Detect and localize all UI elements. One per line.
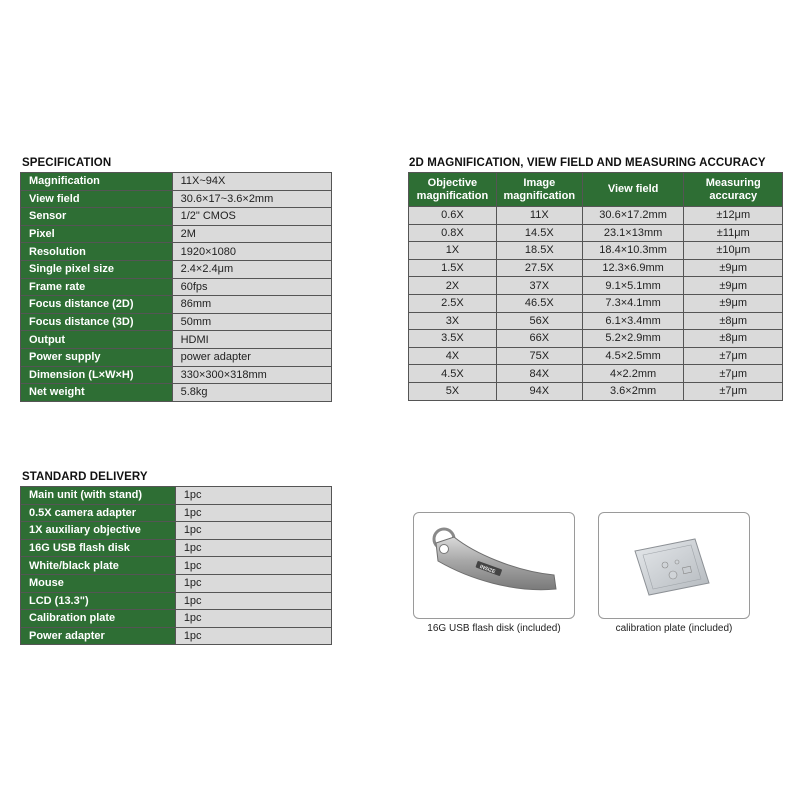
- mag-cell: 12.3×6.9mm: [582, 259, 684, 277]
- calibration-plate-caption: calibration plate (included): [615, 623, 733, 634]
- mag-cell: ±12μm: [684, 207, 783, 225]
- spec-value: 30.6×17~3.6×2mm: [172, 190, 331, 208]
- delivery-item: Mouse: [21, 574, 176, 592]
- delivery-item: Power adapter: [21, 627, 176, 645]
- standard-delivery-table: [20, 486, 332, 645]
- mag-cell: ±9μm: [684, 294, 783, 312]
- spec-row: [21, 384, 332, 402]
- mag-row: [409, 365, 783, 383]
- spec-value: 11X~94X: [172, 173, 331, 191]
- delivery-item: LCD (13.3"): [21, 592, 176, 610]
- mag-row: [409, 242, 783, 260]
- mag-header-cell: [409, 173, 497, 207]
- delivery-item: 16G USB flash disk: [21, 539, 176, 557]
- mag-cell: 75X: [496, 347, 582, 365]
- delivery-row: [21, 592, 332, 610]
- mag-cell: 7.3×4.1mm: [582, 294, 684, 312]
- mag-cell: 46.5X: [496, 294, 582, 312]
- spec-row: [21, 260, 332, 278]
- spec-row: [21, 296, 332, 314]
- spec-row: [21, 190, 332, 208]
- mag-cell: ±8μm: [684, 312, 783, 330]
- mag-cell: 1X: [409, 242, 497, 260]
- spec-value: 50mm: [172, 313, 331, 331]
- magnification-table: [408, 172, 783, 401]
- delivery-item: Main unit (with stand): [21, 487, 176, 505]
- delivery-row: [21, 539, 332, 557]
- spec-row: [21, 348, 332, 366]
- mag-cell: 56X: [496, 312, 582, 330]
- usb-body: [436, 537, 556, 590]
- mag-cell: ±11μm: [684, 224, 783, 242]
- delivery-item: 0.5X camera adapter: [21, 504, 176, 522]
- spec-row: [21, 173, 332, 191]
- magnification-title: 2D MAGNIFICATION, VIEW FIELD AND MEASURING ACCURACY: [409, 157, 766, 169]
- mag-row: [409, 224, 783, 242]
- spec-value: 86mm: [172, 296, 331, 314]
- delivery-qty: 1pc: [175, 592, 331, 610]
- spec-label: Net weight: [21, 384, 173, 402]
- spec-value: 330×300×318mm: [172, 366, 331, 384]
- mag-header-cell: [582, 173, 684, 207]
- spec-row: [21, 331, 332, 349]
- mag-cell: 4X: [409, 347, 497, 365]
- specification-title: SPECIFICATION: [22, 157, 112, 169]
- spec-label: Power supply: [21, 348, 173, 366]
- spec-row: [21, 366, 332, 384]
- mag-cell: 3.6×2mm: [582, 382, 684, 400]
- spec-value: HDMI: [172, 331, 331, 349]
- spec-label: Resolution: [21, 243, 173, 261]
- delivery-qty: 1pc: [175, 487, 331, 505]
- delivery-qty: 1pc: [175, 574, 331, 592]
- mag-cell: 14.5X: [496, 224, 582, 242]
- spec-label: Focus distance (2D): [21, 296, 173, 314]
- mag-header-cell: [684, 173, 783, 207]
- delivery-row: [21, 557, 332, 575]
- usb-caption: 16G USB flash disk (included): [427, 623, 561, 634]
- mag-cell: 4.5×2.5mm: [582, 347, 684, 365]
- spec-row: [21, 243, 332, 261]
- mag-cell: ±9μm: [684, 277, 783, 295]
- mag-header-line: Image: [523, 176, 556, 189]
- delivery-qty: 1pc: [175, 504, 331, 522]
- spec-label: Magnification: [21, 173, 173, 191]
- delivery-row: [21, 610, 332, 628]
- calibration-plate-image: [599, 513, 749, 618]
- mag-row: [409, 294, 783, 312]
- mag-header-line: Objective: [427, 176, 478, 189]
- mag-cell: 4.5X: [409, 365, 497, 383]
- mag-row: [409, 259, 783, 277]
- delivery-row: [21, 487, 332, 505]
- delivery-item: 1X auxiliary objective: [21, 522, 176, 540]
- mag-row: [409, 382, 783, 400]
- spec-row: [21, 313, 332, 331]
- usb-brand-text: INSIZE: [478, 563, 497, 576]
- usb-flash-disk-photo: [413, 512, 575, 619]
- spec-label: Frame rate: [21, 278, 173, 296]
- mag-cell: ±7μm: [684, 382, 783, 400]
- mag-header-line: Measuring: [705, 176, 761, 189]
- mag-cell: 18.5X: [496, 242, 582, 260]
- delivery-row: [21, 627, 332, 645]
- mag-cell: 27.5X: [496, 259, 582, 277]
- spec-row: [21, 278, 332, 296]
- mag-cell: 23.1×13mm: [582, 224, 684, 242]
- mag-cell: ±7μm: [684, 365, 783, 383]
- mag-cell: 9.1×5.1mm: [582, 277, 684, 295]
- mag-cell: ±9μm: [684, 259, 783, 277]
- standard-delivery-title: STANDARD DELIVERY: [22, 471, 148, 483]
- mag-row: [409, 347, 783, 365]
- spec-label: Output: [21, 331, 173, 349]
- spec-value: 60fps: [172, 278, 331, 296]
- mag-cell: 0.6X: [409, 207, 497, 225]
- mag-cell: ±7μm: [684, 347, 783, 365]
- spec-row: [21, 208, 332, 226]
- delivery-row: [21, 522, 332, 540]
- spec-label: Sensor: [21, 208, 173, 226]
- mag-header-line: magnification: [503, 189, 576, 202]
- spec-label: Pixel: [21, 225, 173, 243]
- mag-cell: ±8μm: [684, 330, 783, 348]
- spec-value: power adapter: [172, 348, 331, 366]
- mag-cell: 5.2×2.9mm: [582, 330, 684, 348]
- spec-value: 2M: [172, 225, 331, 243]
- spec-label: Single pixel size: [21, 260, 173, 278]
- spec-row: [21, 225, 332, 243]
- mag-cell: 4×2.2mm: [582, 365, 684, 383]
- mag-row: [409, 207, 783, 225]
- spec-value: 2.4×2.4μm: [172, 260, 331, 278]
- mag-cell: 0.8X: [409, 224, 497, 242]
- delivery-qty: 1pc: [175, 539, 331, 557]
- mag-cell: 18.4×10.3mm: [582, 242, 684, 260]
- mag-row: [409, 330, 783, 348]
- delivery-item: Calibration plate: [21, 610, 176, 628]
- mag-cell: 3X: [409, 312, 497, 330]
- delivery-qty: 1pc: [175, 627, 331, 645]
- mag-cell: 2X: [409, 277, 497, 295]
- spec-value: 1920×1080: [172, 243, 331, 261]
- delivery-qty: 1pc: [175, 557, 331, 575]
- mag-header-line: accuracy: [709, 189, 758, 202]
- mag-header-line: View field: [607, 183, 659, 195]
- mag-row: [409, 312, 783, 330]
- spec-value: 5.8kg: [172, 384, 331, 402]
- delivery-item: White/black plate: [21, 557, 176, 575]
- usb-flash-disk-image: [414, 513, 574, 618]
- mag-row: [409, 277, 783, 295]
- mag-cell: 94X: [496, 382, 582, 400]
- delivery-row: [21, 504, 332, 522]
- spec-label: Focus distance (3D): [21, 313, 173, 331]
- mag-cell: 3.5X: [409, 330, 497, 348]
- mag-cell: 37X: [496, 277, 582, 295]
- delivery-qty: 1pc: [175, 522, 331, 540]
- mag-cell: 6.1×3.4mm: [582, 312, 684, 330]
- mag-cell: 66X: [496, 330, 582, 348]
- delivery-row: [21, 574, 332, 592]
- mag-cell: 5X: [409, 382, 497, 400]
- specification-table: [20, 172, 332, 402]
- spec-value: 1/2" CMOS: [172, 208, 331, 226]
- mag-header-line: magnification: [416, 189, 489, 202]
- plate-body: [635, 539, 709, 595]
- calibration-plate-photo: [598, 512, 750, 619]
- mag-cell: 2.5X: [409, 294, 497, 312]
- mag-cell: 30.6×17.2mm: [582, 207, 684, 225]
- mag-header-cell: [496, 173, 582, 207]
- mag-cell: 1.5X: [409, 259, 497, 277]
- spec-label: View field: [21, 190, 173, 208]
- mag-cell: 84X: [496, 365, 582, 383]
- spec-label: Dimension (L×W×H): [21, 366, 173, 384]
- mag-cell: 11X: [496, 207, 582, 225]
- mag-cell: ±10μm: [684, 242, 783, 260]
- delivery-qty: 1pc: [175, 610, 331, 628]
